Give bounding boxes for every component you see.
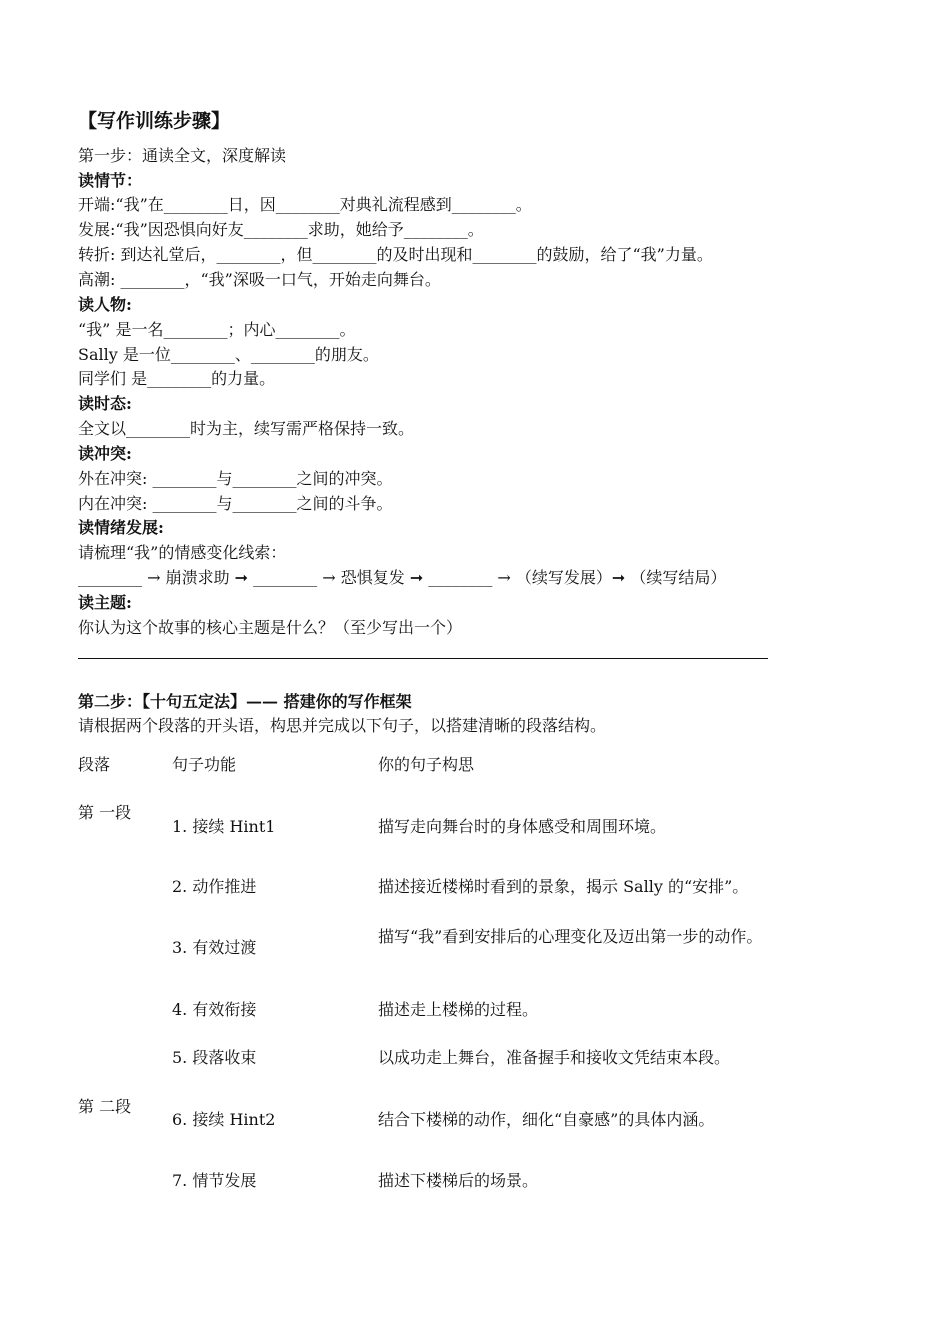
theme-question: 你认为这个故事的核心主题是什么？（至少写出一个） <box>78 618 463 637</box>
sentence-function: 5. 段落收束 <box>172 1048 257 1067</box>
sentence-idea: 描述下楼梯后的场景。 <box>378 1171 539 1190</box>
theme-label: 读主题: <box>78 593 132 612</box>
paragraph-label: 第 一段 <box>78 803 132 822</box>
sentence-idea: 描写走向舞台时的身体感受和周围环境。 <box>378 817 667 836</box>
paragraph-label: 第 二段 <box>78 1097 132 1116</box>
step2-intro: 请根据两个段落的开头语，构思并完成以下句子，以搭建清晰的段落结构。 <box>78 716 607 735</box>
emotion-line: 请梳理“我”的情感变化线索： <box>78 543 287 562</box>
emotion-chain: ________ → 崩溃求助 ➞ ________ → 恐惧复发 ➞ ________ → （续写发展）➞ （续写结局） <box>78 568 727 587</box>
plot-line: 转折: 到达礼堂后，________，但________的及时出现和________的鼓励，给了“我”力量。 <box>78 245 713 264</box>
conflict-line: 外在冲突: ________与________之间的冲突。 <box>78 469 393 488</box>
sentence-function: 3. 有效过渡 <box>172 938 257 957</box>
plot-line: 发展:“我”因恐惧向好友________求助，她给予________。 <box>78 220 484 239</box>
sentence-idea: 以成功走上舞台，准备握手和接收文凭结束本段。 <box>378 1048 731 1067</box>
sentence-function: 7. 情节发展 <box>172 1171 257 1190</box>
sentence-function: 6. 接续 Hint2 <box>172 1110 276 1129</box>
tense-line: 全文以________时为主，续写需严格保持一致。 <box>78 419 415 438</box>
characters-line: “我” 是一名________；内心________。 <box>78 320 356 339</box>
sentence-idea: 结合下楼梯的动作，细化“自豪感”的具体内涵。 <box>378 1110 715 1129</box>
sentence-idea: 描写“我”看到安排后的心理变化及迈出第一步的动作。 <box>378 927 763 946</box>
sentence-function: 2. 动作推进 <box>172 877 257 896</box>
plot-line: 开端:“我”在________日，因________对典礼流程感到________。 <box>78 195 532 214</box>
step2-heading: 第二步：【十句五定法】—— 搭建你的写作框架 <box>78 692 412 711</box>
characters-line: Sally 是一位________、________的朋友。 <box>78 345 379 364</box>
header-paragraph: 段落 <box>78 755 111 774</box>
sentence-function: 4. 有效衔接 <box>172 1000 257 1019</box>
characters-line: 同学们 是________的力量。 <box>78 369 276 388</box>
plot-line: 高潮: ________，“我”深吸一口气，开始走向舞台。 <box>78 270 441 289</box>
conflict-label: 读冲突: <box>78 444 132 463</box>
answer-line[interactable] <box>78 658 768 659</box>
characters-label: 读人物: <box>78 295 132 314</box>
document-title: 【写作训练步骤】 <box>78 110 231 132</box>
sentence-idea: 描述接近楼梯时看到的景象，揭示 Sally 的“安排”。 <box>378 877 749 896</box>
emotion-label: 读情绪发展: <box>78 518 164 537</box>
sentence-function: 1. 接续 Hint1 <box>172 817 276 836</box>
tense-label: 读时态: <box>78 394 132 413</box>
plot-label: 读情节： <box>78 171 143 190</box>
header-function: 句子功能 <box>172 755 237 774</box>
header-idea: 你的句子构思 <box>378 755 475 774</box>
step1-heading: 第一步：通读全文，深度解读 <box>78 146 287 165</box>
conflict-line: 内在冲突: ________与________之间的斗争。 <box>78 494 393 513</box>
sentence-idea: 描述走上楼梯的过程。 <box>378 1000 539 1019</box>
